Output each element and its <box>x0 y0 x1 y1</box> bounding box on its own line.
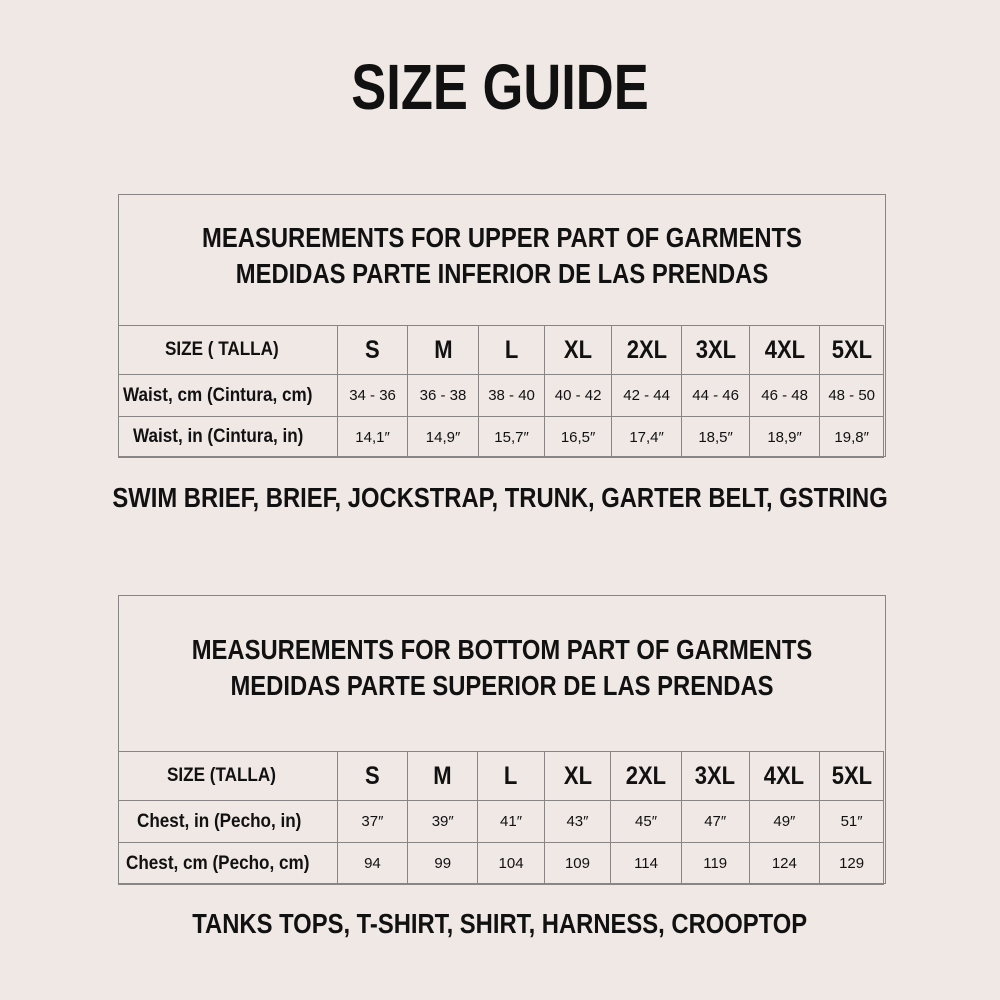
table-cell: 19,8″ <box>820 417 884 458</box>
table-cell: 99 <box>408 843 478 885</box>
size-l: L <box>478 326 545 375</box>
table-cell: 48 - 50 <box>820 375 884 417</box>
row-label: Chest, cm (Pecho, cm) <box>119 843 338 885</box>
lower-heading-line1: MEASUREMENTS FOR BOTTOM PART OF GARMENTS <box>191 634 813 665</box>
lower-size-table <box>118 751 884 885</box>
upper-garment-list: SWIM BRIEF, BRIEF, JOCKSTRAP, TRUNK, GARTER BELT, GSTRING <box>112 482 888 513</box>
table-cell: 46 - 48 <box>749 375 819 417</box>
lower-table-heading <box>119 632 885 704</box>
table-cell: 17,4″ <box>611 417 681 458</box>
table-cell: 43″ <box>544 801 610 843</box>
table-cell: 41″ <box>478 801 544 843</box>
table-cell: 14,1″ <box>337 417 407 458</box>
row-label: Chest, in (Pecho, in) <box>119 801 338 843</box>
table-cell: 104 <box>478 843 544 885</box>
table-cell: 49″ <box>749 801 820 843</box>
row-label: Waist, cm (Cintura, cm) <box>119 375 338 417</box>
row-label: Waist, in (Cintura, in) <box>119 417 338 458</box>
lower-heading-line2: MEDIDAS PARTE SUPERIOR DE LAS PRENDAS <box>230 670 774 701</box>
table-row <box>119 375 884 417</box>
table-cell: 38 - 40 <box>478 375 545 417</box>
size-xl: XL <box>545 326 612 375</box>
size-4xl: 4XL <box>749 752 820 801</box>
table-cell: 51″ <box>820 801 884 843</box>
size-5xl: 5XL <box>820 326 884 375</box>
size-l: L <box>478 752 544 801</box>
upper-table-heading <box>119 220 885 292</box>
size-s: S <box>337 752 407 801</box>
lower-garment-list: TANKS TOPS, T-SHIRT, SHIRT, HARNESS, CROOPTOP <box>192 908 808 939</box>
table-cell: 114 <box>611 843 682 885</box>
page-title: SIZE GUIDE <box>351 51 649 123</box>
upper-heading-line1: MEASUREMENTS FOR UPPER PART OF GARMENTS <box>202 222 802 253</box>
upper-size-header-row <box>119 326 884 375</box>
table-cell: 39″ <box>408 801 478 843</box>
table-cell: 42 - 44 <box>611 375 681 417</box>
table-cell: 44 - 46 <box>682 375 750 417</box>
table-cell: 18,9″ <box>749 417 819 458</box>
table-cell: 37″ <box>337 801 407 843</box>
table-row <box>119 801 884 843</box>
size-4xl: 4XL <box>749 326 819 375</box>
size-m: M <box>408 326 478 375</box>
table-cell: 40 - 42 <box>545 375 612 417</box>
size-xl: XL <box>544 752 610 801</box>
table-cell: 119 <box>681 843 749 885</box>
table-cell: 16,5″ <box>545 417 612 458</box>
upper-garments-size-table-box <box>118 194 886 457</box>
table-row <box>119 843 884 885</box>
table-cell: 34 - 36 <box>337 375 407 417</box>
table-cell: 124 <box>749 843 820 885</box>
lower-size-header-row <box>119 752 884 801</box>
size-3xl: 3XL <box>682 326 750 375</box>
table-cell: 109 <box>544 843 610 885</box>
table-cell: 47″ <box>681 801 749 843</box>
upper-size-header-label: SIZE ( TALLA) <box>119 326 338 375</box>
size-2xl: 2XL <box>611 326 681 375</box>
table-row <box>119 417 884 458</box>
table-cell: 14,9″ <box>408 417 478 458</box>
lower-garments-size-table-box <box>118 595 886 884</box>
upper-size-table <box>118 325 884 458</box>
table-cell: 94 <box>337 843 407 885</box>
table-cell: 18,5″ <box>682 417 750 458</box>
size-5xl: 5XL <box>820 752 884 801</box>
size-m: M <box>408 752 478 801</box>
size-3xl: 3XL <box>681 752 749 801</box>
lower-size-header-label: SIZE (TALLA) <box>119 752 338 801</box>
size-2xl: 2XL <box>611 752 682 801</box>
size-s: S <box>337 326 407 375</box>
table-cell: 129 <box>820 843 884 885</box>
upper-heading-line2: MEDIDAS PARTE INFERIOR DE LAS PRENDAS <box>235 258 769 289</box>
table-cell: 36 - 38 <box>408 375 478 417</box>
table-cell: 45″ <box>611 801 682 843</box>
table-cell: 15,7″ <box>478 417 545 458</box>
